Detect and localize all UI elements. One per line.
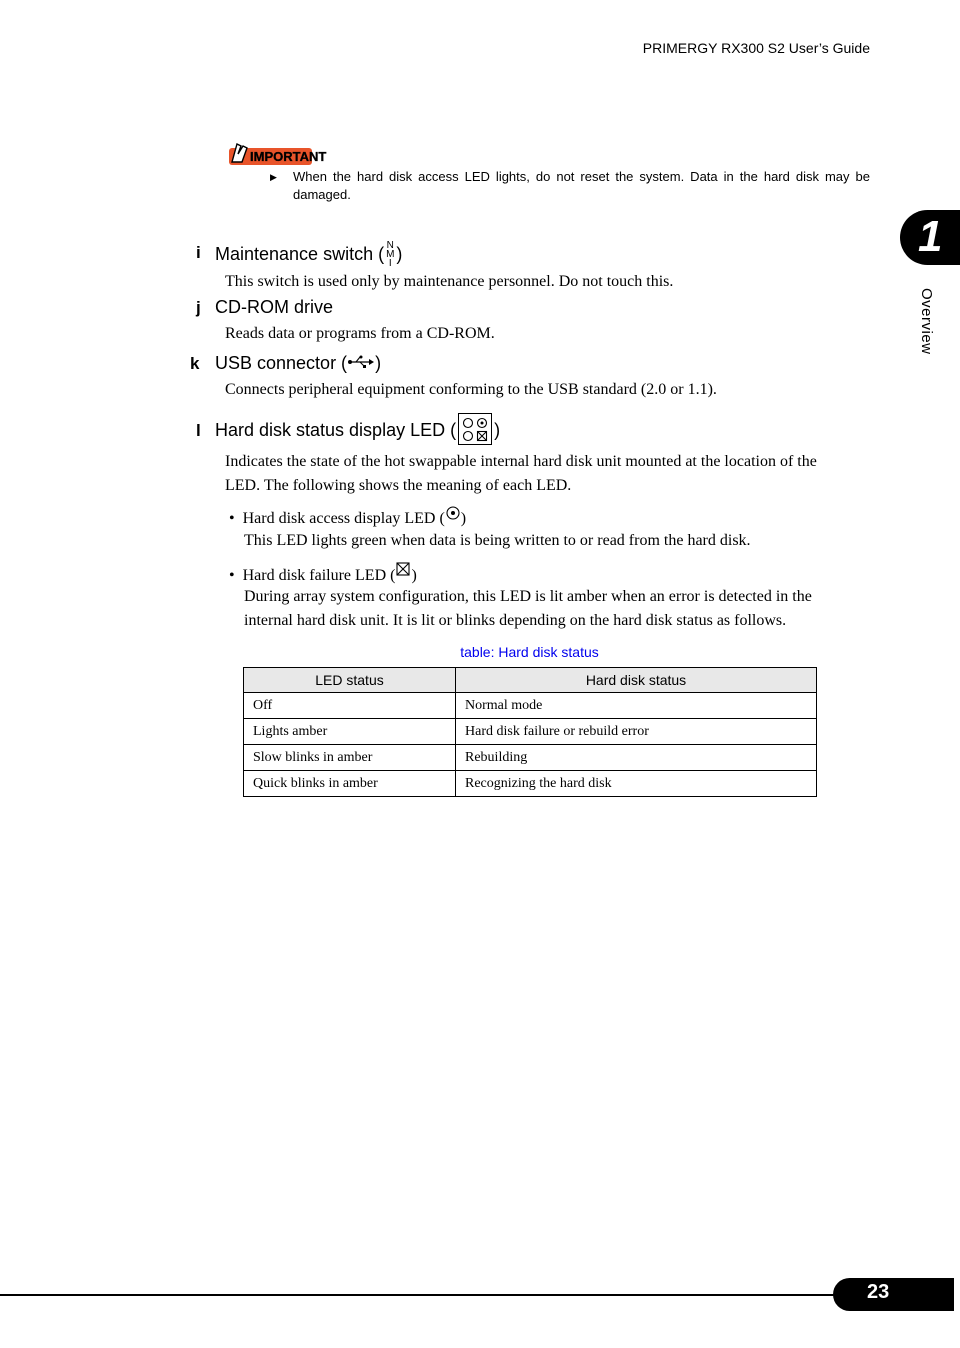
nmi-icon: N M I (386, 240, 395, 269)
important-badge (228, 140, 327, 167)
column-header-led-status: LED status (244, 668, 456, 693)
table-row (244, 745, 817, 771)
page-number: 23 (867, 1281, 890, 1303)
section-marker-k: k (190, 354, 200, 373)
disk-status-cell: Normal mode (456, 693, 817, 719)
table-row (244, 771, 817, 797)
access-led-desc: This LED lights green when data is being written to or read from the hard disk. (244, 532, 751, 549)
table-caption: table: Hard disk status (460, 644, 599, 660)
section-marker-l: l (196, 421, 201, 440)
important-note-text: When the hard disk access LED lights, do not reset the system. Data in the hard disk may be damaged. (293, 169, 870, 202)
page-number-tab (833, 1278, 954, 1311)
cdrom-title: CD-ROM drive (215, 297, 334, 317)
usb-title: USB connector ( (215, 353, 348, 373)
column-header-hard-disk-status: Hard disk status (456, 668, 817, 693)
section-marker-i: i (196, 243, 201, 262)
hard-disk-status-table (243, 667, 817, 797)
chapter-tab (900, 210, 960, 265)
hdd-access-icon (445, 505, 461, 521)
hdd-failure-icon (395, 561, 411, 577)
usb-desc: Connects peripheral equipment conforming to the USB standard (2.0 or 1.1). (225, 381, 717, 398)
failure-led-label: Hard disk failure LED ( (242, 567, 396, 584)
hdd-led-desc-1: Indicates the state of the hot swappable internal hard disk unit mounted at the location of the (225, 453, 817, 470)
section-title-maintenance: Maintenance switch ( N M I ) (215, 240, 403, 269)
disk-status-cell: Recognizing the hard disk (456, 771, 817, 797)
bullet-access-led: • Hard disk access display LED ( ) (229, 505, 466, 531)
table-row (244, 719, 817, 745)
hdd-led-section-title: Hard disk status display LED ( ) (215, 413, 500, 445)
failure-led-desc-1: During array system configuration, this LED is lit amber when an error is detected in the (244, 588, 812, 605)
led-status-cell: Quick blinks in amber (244, 771, 456, 797)
led-status-cell: Off (244, 693, 456, 719)
access-led-label: Hard disk access display LED ( (242, 510, 445, 527)
maintenance-switch-desc: This switch is used only by maintenance personnel. Do not touch this. (225, 273, 674, 290)
important-text: IMPORTANT (250, 149, 327, 164)
table-header-row (244, 668, 817, 693)
chapter-number: 1 (918, 212, 943, 261)
important-note (270, 168, 870, 204)
important-hand-icon (228, 140, 327, 167)
triangle-bullet-icon: ▶ (270, 172, 277, 182)
hdd-led-desc-2: LED. The following shows the meaning of each LED. (225, 477, 572, 494)
table-row (244, 693, 817, 719)
chapter-side-label: Overview (918, 288, 935, 355)
bullet-dot: • (229, 567, 243, 584)
led-status-cell: Lights amber (244, 719, 456, 745)
cdrom-desc: Reads data or programs from a CD-ROM. (225, 325, 495, 342)
hdd-led-title: Hard disk status display LED ( (215, 420, 457, 440)
bullet-dot: • (229, 510, 243, 527)
failure-led-desc-2: internal hard disk unit. It is lit or blinks depending on the hard disk status as follows. (244, 612, 787, 629)
disk-status-cell: Rebuilding (456, 745, 817, 771)
led-status-cell: Slow blinks in amber (244, 745, 456, 771)
section-marker-j: j (196, 298, 201, 317)
hdd-led-panel-icon (458, 413, 492, 445)
usb-section-title: USB connector ( ) (215, 353, 382, 373)
bullet-failure-led: • Hard disk failure LED ( ) (229, 561, 417, 588)
footer-rule (0, 1294, 840, 1296)
usb-icon (347, 355, 375, 369)
running-header: PRIMERGY RX300 S2 User’s Guide (642, 40, 870, 56)
disk-status-cell: Hard disk failure or rebuild error (456, 719, 817, 745)
maintenance-switch-title: Maintenance switch ( (215, 244, 385, 264)
